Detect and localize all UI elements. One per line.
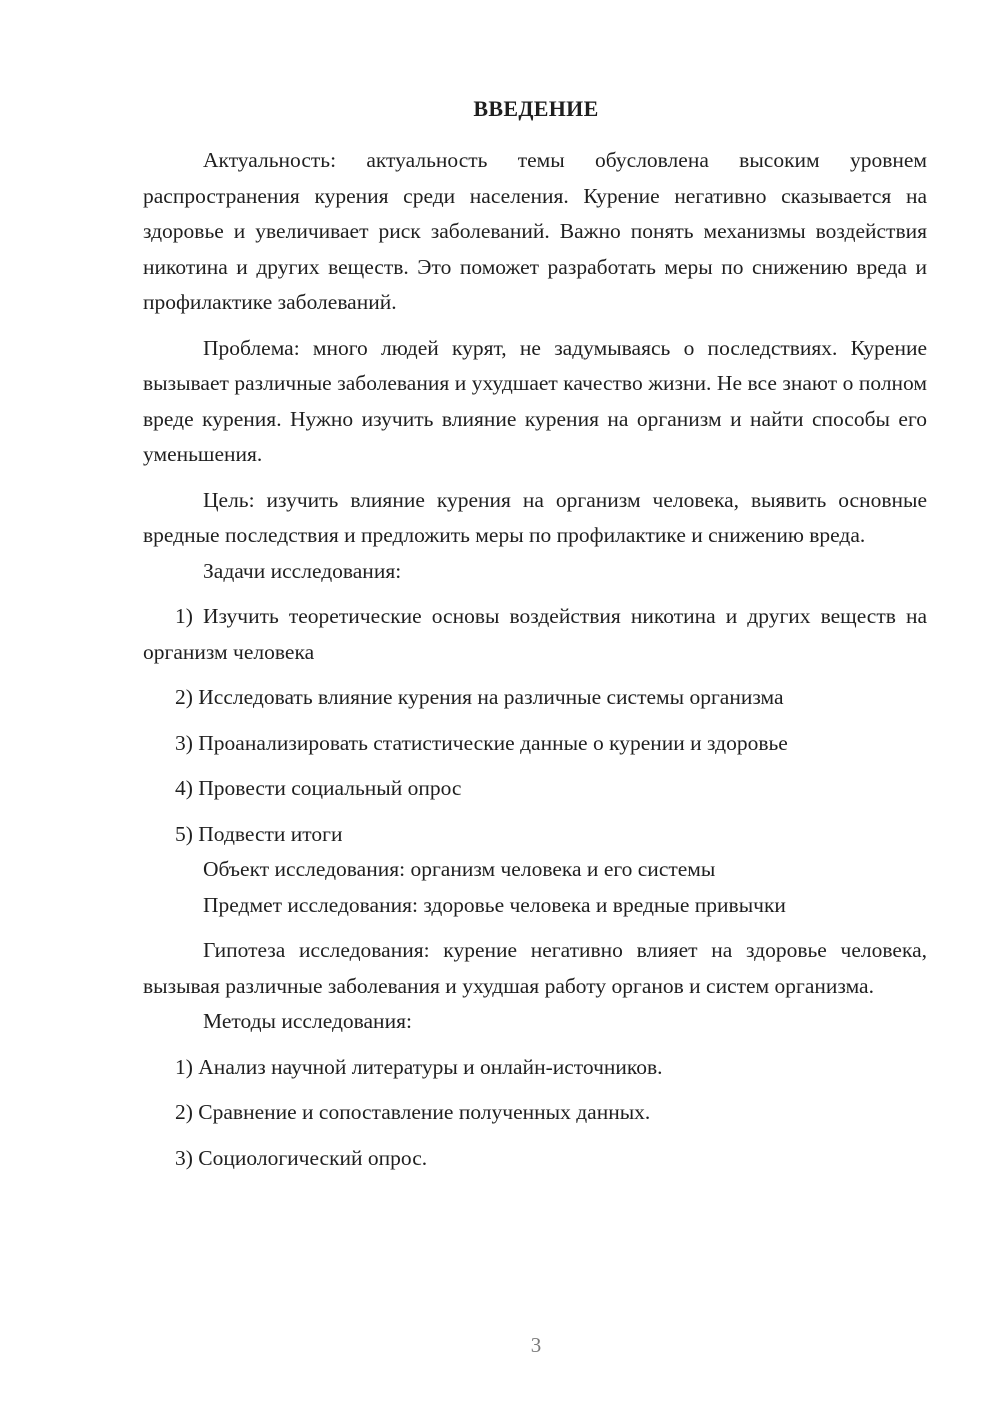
page-title: ВВЕДЕНИЕ: [473, 96, 599, 121]
paragraph-hypothesis: Гипотеза исследования: курение негативно влияет на здоровье человека, вызывая различные заболевания и ухудшая работу органов и систем организма.: [143, 938, 927, 998]
method-item-3: 3) Социологический опрос.: [175, 1145, 428, 1170]
task-item-2: 2) Исследовать влияние курения на различные системы организма: [175, 685, 784, 709]
page-number: 3: [530, 1333, 542, 1357]
paragraph-goal: Цель: изучить влияние курения на организм человека, выявить основные вредные последствия и предложить меры по профилактике и снижению вреда.: [143, 487, 927, 547]
task-item-4: 4) Провести социальный опрос: [175, 776, 462, 800]
document-body: [143, 143, 927, 1176]
task-item-3: 3) Проанализировать статистические данные о курении и здоровье: [175, 730, 788, 755]
task-item-1: 1) Изучить теоретические основы воздействия никотина и других веществ на организм человека: [143, 604, 927, 664]
paragraph-subject: Предмет исследования: здоровье человека и вредные привычки: [203, 892, 786, 917]
methods-heading: Методы исследования:: [203, 1009, 412, 1033]
tasks-heading: Задачи исследования:: [203, 558, 402, 583]
paragraph-problem: Проблема: много людей курят, не задумываясь о последствиях. Курение вызывает различные заболевания и ухудшает качество жизни. Не все знают о полном вреде курения. Нужно изучить влияние курения на организм и найти способы его уменьшения.: [143, 335, 927, 466]
method-item-2: 2) Сравнение и сопоставление полученных данных.: [175, 1100, 651, 1124]
paragraph-relevance: Актуальность: актуальность темы обусловлена высоким уровнем распространения курения среди населения. Курение негативно сказывается на здоровье и увеличивает риск заболеваний. Важно понять механизмы воздействия никотина и других веществ. Это поможет разработать меры по снижению вреда и профилактике заболеваний.: [143, 148, 927, 314]
task-item-5: 5) Подвести итоги: [175, 821, 343, 846]
paragraph-object: Объект исследования: организм человека и его системы: [203, 857, 716, 881]
method-item-1: 1) Анализ научной литературы и онлайн-источников.: [175, 1054, 663, 1079]
